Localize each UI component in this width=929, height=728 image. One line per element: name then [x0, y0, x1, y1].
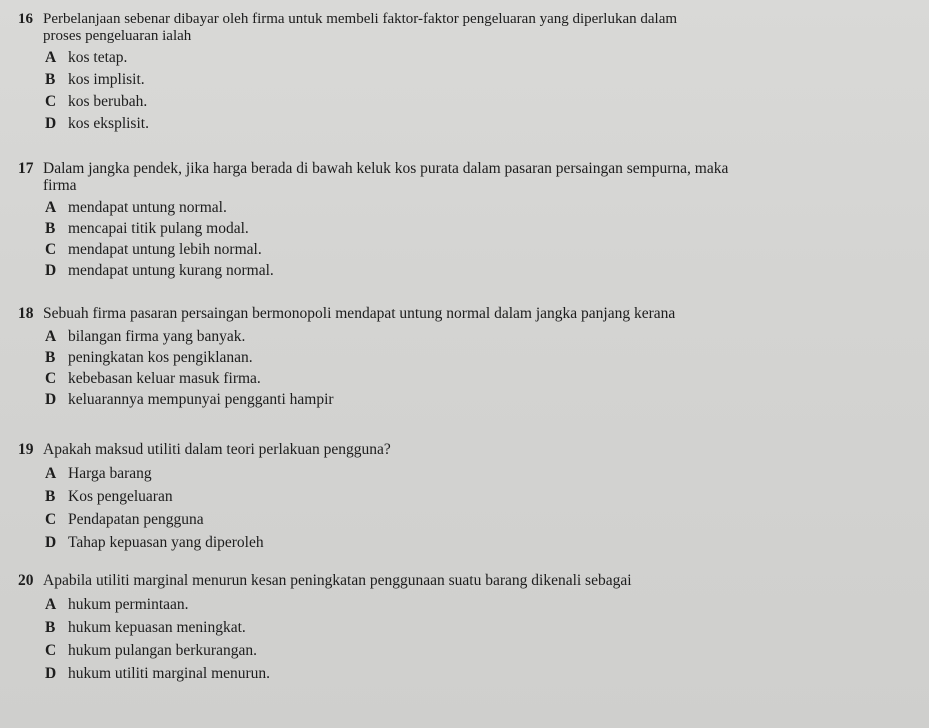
- option-text: kos implisit.: [68, 71, 145, 88]
- option-text: bilangan firma yang banyak.: [68, 328, 246, 345]
- option-letter: B: [45, 619, 56, 636]
- option-text: Harga barang: [68, 465, 152, 482]
- option-b: [45, 347, 898, 368]
- option-text: mendapat untung normal.: [68, 199, 227, 216]
- option-text: Kos pengeluaran: [68, 488, 173, 505]
- options-list: [18, 47, 898, 135]
- options-list: [18, 593, 898, 685]
- option-text: hukum permintaan.: [68, 596, 189, 613]
- option-letter: D: [45, 665, 57, 682]
- option-c: [45, 368, 898, 389]
- option-b: [45, 218, 898, 239]
- option-text: Tahap kepuasan yang diperoleh: [68, 534, 264, 551]
- question-text: Sebuah firma pasaran persaingan bermonopoli mendapat untung normal dalam jangka panjang kerana: [43, 305, 676, 322]
- question-18: [18, 305, 898, 410]
- question-number: 17: [18, 160, 34, 177]
- option-text: mendapat untung lebih normal.: [68, 241, 262, 258]
- option-c: [45, 508, 898, 531]
- question-number: 20: [18, 572, 34, 589]
- option-b: [45, 616, 898, 639]
- option-a: [45, 197, 898, 218]
- option-b: [45, 485, 898, 508]
- option-b: [45, 69, 898, 91]
- option-letter: C: [45, 511, 57, 528]
- option-text: kebebasan keluar masuk firma.: [68, 370, 261, 387]
- question-number: 18: [18, 305, 34, 322]
- options-list: [18, 326, 898, 410]
- option-d: [45, 113, 898, 135]
- option-text: kos eksplisit.: [68, 115, 149, 132]
- options-list: [18, 462, 898, 554]
- option-text: peningkatan kos pengiklanan.: [68, 349, 253, 366]
- question-text: Perbelanjaan sebenar dibayar oleh firma untuk membeli faktor-faktor pengeluaran yang diperlukan dalam: [43, 11, 678, 27]
- question-20: [18, 572, 898, 685]
- option-text: mendapat untung kurang normal.: [68, 262, 274, 279]
- option-text: Pendapatan pengguna: [68, 511, 204, 528]
- option-letter: D: [45, 115, 57, 132]
- question-text-continuation: firma: [43, 177, 77, 194]
- question-number: 19: [18, 441, 34, 458]
- question-17: [18, 160, 898, 281]
- option-text: kos tetap.: [68, 49, 128, 66]
- option-text: kos berubah.: [68, 93, 148, 110]
- option-d: [45, 260, 898, 281]
- question-text: Apabila utiliti marginal menurun kesan peningkatan penggunaan suatu barang dikenali sebagai: [43, 572, 632, 589]
- option-d: [45, 531, 898, 554]
- option-a: [45, 462, 898, 485]
- option-d: [45, 662, 898, 685]
- option-text: hukum kepuasan meningkat.: [68, 619, 246, 636]
- question-text: Apakah maksud utiliti dalam teori perlakuan pengguna?: [43, 441, 391, 458]
- question-text: Dalam jangka pendek, jika harga berada di bawah keluk kos purata dalam pasaran persaingan sempurna, maka: [43, 160, 729, 177]
- option-letter: C: [45, 241, 57, 258]
- option-letter: D: [45, 262, 57, 279]
- option-a: [45, 326, 898, 347]
- option-letter: C: [45, 93, 57, 110]
- option-letter: A: [45, 199, 57, 216]
- option-c: [45, 239, 898, 260]
- option-letter: B: [45, 488, 56, 505]
- question-16: [18, 10, 898, 135]
- option-text: keluarannya mempunyai pengganti hampir: [68, 391, 334, 408]
- option-a: [45, 47, 898, 69]
- option-c: [45, 639, 898, 662]
- option-letter: D: [45, 391, 57, 408]
- question-text-continuation: proses pengeluaran ialah: [43, 28, 192, 44]
- option-a: [45, 593, 898, 616]
- option-letter: C: [45, 642, 57, 659]
- option-c: [45, 91, 898, 113]
- option-letter: A: [45, 328, 57, 345]
- option-letter: B: [45, 220, 56, 237]
- option-text: hukum utiliti marginal menurun.: [68, 665, 271, 682]
- option-letter: B: [45, 71, 56, 88]
- option-letter: C: [45, 370, 57, 387]
- option-letter: A: [45, 596, 57, 613]
- option-text: mencapai titik pulang modal.: [68, 220, 249, 237]
- question-number: 16: [18, 11, 33, 27]
- option-letter: D: [45, 534, 57, 551]
- option-d: [45, 389, 898, 410]
- option-letter: B: [45, 349, 56, 366]
- question-19: [18, 441, 898, 554]
- option-letter: A: [45, 49, 57, 66]
- option-letter: A: [45, 465, 57, 482]
- option-text: hukum pulangan berkurangan.: [68, 642, 257, 659]
- options-list: [18, 197, 898, 281]
